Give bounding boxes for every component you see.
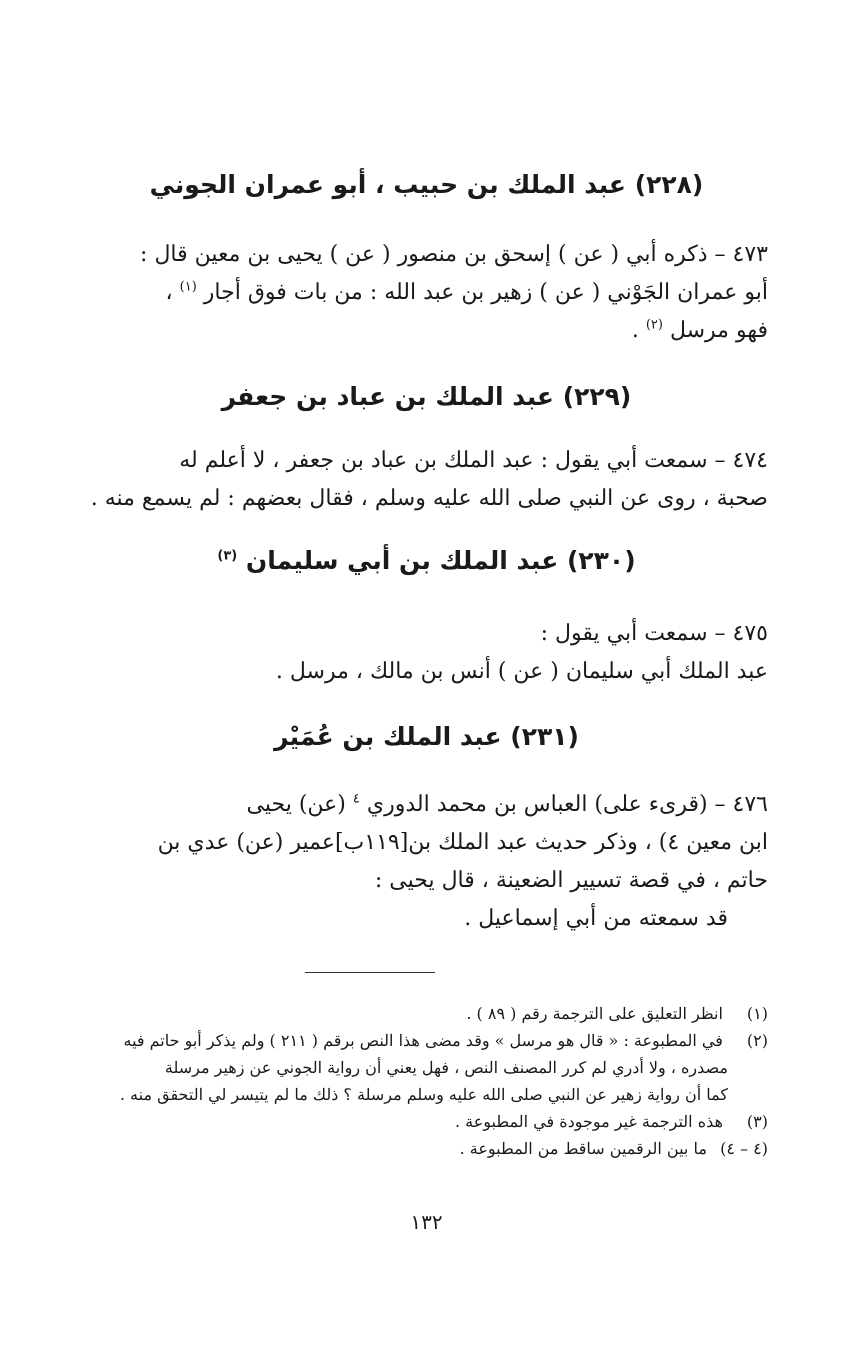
line-text: ابن معين ٤) ، وذكر حديث عبد الملك بن[١١٩ب]عمير (عن) عدي بن <box>157 830 768 855</box>
footnotes <box>85 1000 768 1162</box>
heading-text: (٢٢٨) عبد الملك بن حبيب ، أبو عمران الجوني <box>149 170 704 199</box>
footnote-marker: ٤ <box>352 791 360 807</box>
paragraph-476 <box>85 786 768 938</box>
line-text: ٤٧٤ – سمعت أبي يقول : عبد الملك بن عباد بن جعفر ، لا أعلم له <box>179 448 768 473</box>
document-page <box>85 0 768 1361</box>
footnote-number: (١) <box>746 1004 768 1023</box>
text-line <box>85 615 768 653</box>
footnote-text: مصدره ، ولا أدري لم كرر المصنف النص ، فهل يعني أن رواية الجوني عن زهير مرسلة <box>164 1058 728 1077</box>
footnote-text: انظر التعليق على الترجمة رقم ( ٨٩ ) . <box>466 1004 723 1023</box>
footnote-text: هذه الترجمة غير موجودة في المطبوعة . <box>454 1112 723 1131</box>
text-line <box>85 312 768 350</box>
line-text: عبد الملك أبي سليمان ( عن ) أنس بن مالك ، مرسل . <box>275 659 768 684</box>
text-line <box>85 900 768 938</box>
footnote-marker: (٢) <box>645 317 663 333</box>
footnote-2 <box>85 1027 768 1054</box>
entry-heading-229 <box>85 380 768 414</box>
footnote-marker: (١) <box>179 279 197 295</box>
footnote-text: ما بين الرقمين ساقط من المطبوعة . <box>459 1139 707 1158</box>
text-line <box>85 824 768 862</box>
text-line <box>85 480 768 518</box>
line-text: قد سمعته من أبي إسماعيل . <box>464 906 728 931</box>
line-text: ٤٧٦ – (قرىء على) العباس بن محمد الدوري <box>366 792 768 817</box>
line-text: . <box>631 318 639 343</box>
text-line <box>85 862 768 900</box>
footnote-number: (٣) <box>746 1112 768 1131</box>
heading-text: (٢٣١) عبد الملك بن عُمَيْر <box>274 722 579 751</box>
footnote-3 <box>85 1108 768 1135</box>
heading-text: (٢٣٠) عبد الملك بن أبي سليمان <box>245 546 636 575</box>
entry-heading-228 <box>85 168 768 202</box>
line-text: ، <box>165 280 173 305</box>
footnote-4 <box>85 1135 768 1162</box>
footnote-text: في المطبوعة : « قال هو مرسل » وقد مضى هذا النص برقم ( ٢١١ ) ولم يذكر أبو حاتم فيه <box>123 1031 723 1050</box>
entry-heading-230 <box>85 544 768 578</box>
paragraph-473 <box>85 236 768 350</box>
footnote-text: كما أن رواية زهير عن النبي صلى الله عليه وسلم مرسلة ؟ ذلك ما لم يتيسر لي التحقق منه . <box>119 1085 728 1104</box>
entry-heading-231 <box>85 720 768 754</box>
line-text: حاتم ، في قصة تسيير الضعينة ، قال يحيى : <box>374 868 768 893</box>
footnote-number: (٤ – ٤) <box>720 1139 768 1158</box>
page-number: ١٣٢ <box>410 1210 443 1234</box>
line-text: صحبة ، روى عن النبي صلى الله عليه وسلم ، فقال بعضهم : لم يسمع منه . <box>90 486 768 511</box>
line-text: أبو عمران الجَوْني ( عن ) زهير بن عبد الله : من بات فوق أجار <box>203 280 768 305</box>
text-line <box>85 442 768 480</box>
footnote-1 <box>85 1000 768 1027</box>
line-text: (عن) يحيى <box>246 792 346 817</box>
footnote-separator <box>305 972 435 973</box>
line-text: ٤٧٣ – ذكره أبي ( عن ) إسحق بن منصور ( عن ) يحيى بن معين قال : <box>140 242 768 267</box>
text-line <box>85 236 768 274</box>
footnote-number: (٢) <box>746 1031 768 1050</box>
text-line <box>85 786 768 824</box>
line-text: ٤٧٥ – سمعت أبي يقول : <box>540 621 768 646</box>
text-line <box>85 653 768 691</box>
text-line <box>85 274 768 312</box>
line-text: فهو مرسل <box>669 318 768 343</box>
paragraph-475 <box>85 615 768 691</box>
footnote-marker: (٣) <box>217 548 238 564</box>
paragraph-474 <box>85 442 768 518</box>
heading-text: (٢٢٩) عبد الملك بن عباد بن جعفر <box>221 382 632 411</box>
